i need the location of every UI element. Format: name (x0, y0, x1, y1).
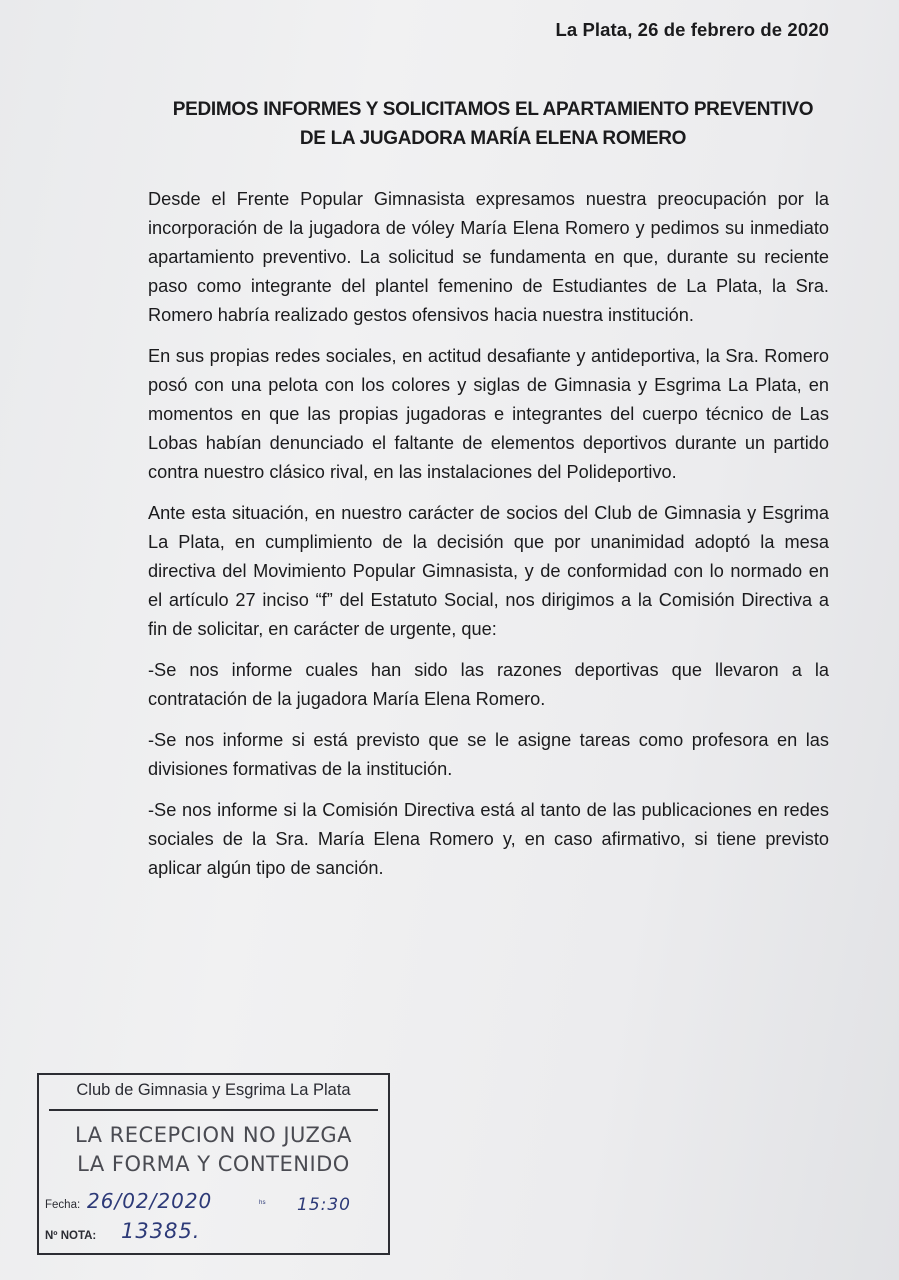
stamp-fecha-label: Fecha: (45, 1199, 81, 1211)
stamp-fecha-handwritten: 26/02/2020 (87, 1189, 213, 1213)
letter-title (148, 95, 838, 153)
stamp-nota-handwritten: 13385. (121, 1219, 201, 1243)
stamp-notice-line-2: LA FORMA Y CONTENIDO (77, 1152, 350, 1176)
stamp-divider (49, 1109, 378, 1111)
stamp-nota-label: Nº NOTA: (45, 1230, 97, 1242)
letter-body (148, 185, 829, 895)
request-item-3: -Se nos informe si la Comisión Directiva está al tanto de las publicaciones en redes sociales de la Sra. María Elena Romero y, en caso afirmativo, si tiene previsto aplicar algún tipo de sanción. (148, 800, 829, 878)
paragraph-intro: Desde el Frente Popular Gimnasista expresamos nuestra preocupación por la incorporación de la jugadora de vóley María Elena Romero y pedimos su inmediato apartamiento preventivo. La solicitud se fundamenta en que, durante su reciente paso como integrante del plantel femenino de Estudiantes de La Plata, la Sra. Romero habría realizado gestos ofensivos hacia nuestra institución. (148, 189, 829, 325)
stamp-club-name: Club de Gimnasia y Esgrima La Plata (76, 1081, 351, 1099)
title-line-2: DE LA JUGADORA MARÍA ELENA ROMERO (299, 128, 687, 149)
paragraph-request: Ante esta situación, en nuestro carácter de socios del Club de Gimnasia y Esgrima La Plata, en cumplimiento de la decisión que por unanimidad adoptó la mesa directiva del Movimiento Popular Gimnasista, y de conformidad con lo normado en el artículo 27 inciso “f” del Estatuto Social, nos dirigimos a la Comisión Directiva a fin de solicitar, en carácter de urgente, que: (148, 503, 829, 639)
request-item-1: -Se nos informe cuales han sido las razones deportivas que llevaron a la contratación de la jugadora María Elena Romero. (148, 660, 829, 709)
stamp-notice-line-1: LA RECEPCION NO JUZGA (74, 1123, 353, 1147)
stamp-mark: ʰˢ (259, 1198, 266, 1208)
stamp-time-handwritten: 15:30 (297, 1195, 351, 1215)
reception-stamp (37, 1073, 390, 1255)
request-item-2: -Se nos informe si está previsto que se le asigne tareas como profesora en las divisiones formativas de la institución. (148, 730, 829, 779)
paragraph-social-media: En sus propias redes sociales, en actitud desafiante y antideportiva, la Sra. Romero posó con una pelota con los colores y siglas de Gimnasia y Esgrima La Plata, en momentos en que las propias jugadoras e integrantes del cuerpo técnico de Las Lobas habían denunciado el faltante de elementos deportivos durante un partido contra nuestro clásico rival, en las instalaciones del Polideportivo. (148, 346, 829, 482)
letter-date: La Plata, 26 de febrero de 2020 (555, 19, 829, 40)
title-line-1: PEDIMOS INFORMES Y SOLICITAMOS EL APARTAMIENTO PREVENTIVO (172, 99, 814, 120)
